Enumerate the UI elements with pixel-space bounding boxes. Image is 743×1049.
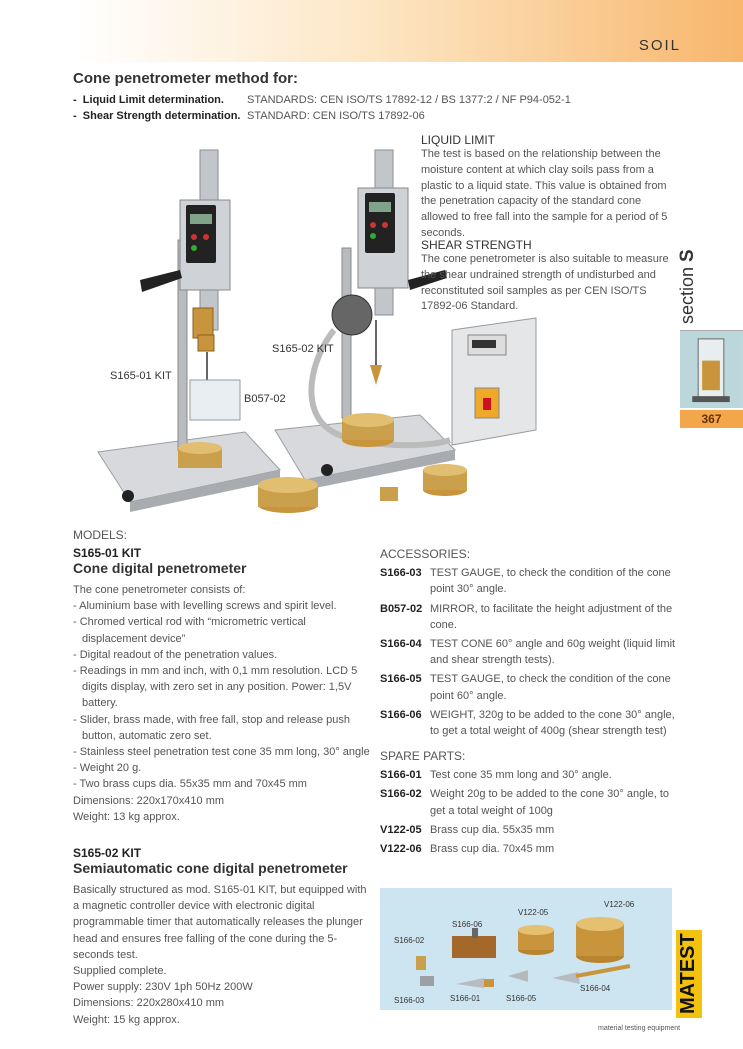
model1-item: - Readings in mm and inch, with 0,1 mm resolution. LCD 5 digits display, with zero set in any position. Power: 1,5V battery. <box>73 665 358 710</box>
model1-block <box>73 546 373 825</box>
spare-part-row <box>380 822 680 838</box>
spare-parts-label: SPARE PARTS: <box>380 749 466 763</box>
accessory-text: MIRROR, to facilitate the height adjustment of the cone. <box>430 602 673 631</box>
spare-part-row <box>380 841 680 857</box>
accessories-photo <box>380 888 672 1010</box>
accessory-text: TEST CONE 60° angle and 60g weight (liquid limit and shear strength tests). <box>430 638 676 667</box>
accessories-label: ACCESSORIES: <box>380 547 471 561</box>
model2-supplied: Supplied complete. <box>73 965 167 978</box>
part-label-s16603: S166-03 <box>394 996 425 1005</box>
accessory-code: S166-06 <box>380 708 422 721</box>
liquid-limit-text: The test is based on the relationship between the moisture content at which clay soils pass from a plastic to a liquid state. This value is obtained from the penetration capacity of the standard cone allowed to free fall into the sample for a period of 5 seconds. <box>421 148 668 239</box>
section-letter: S <box>677 249 698 262</box>
photo-label-s16502: S165-02 KIT <box>272 343 334 355</box>
spare-part-code: V122-05 <box>380 823 422 836</box>
liquid-limit-block <box>421 133 676 242</box>
standard-value: STANDARDS: CEN ISO/TS 17892-12 / BS 1377:2 / NF P94-052-1 <box>247 94 571 106</box>
model2-code: S165-02 KIT <box>73 846 142 860</box>
spare-part-row <box>380 767 680 783</box>
model1-title: Cone digital penetrometer <box>73 560 247 576</box>
accessory-code: S166-04 <box>380 638 422 651</box>
model1-code: S165-01 KIT <box>73 546 142 560</box>
liquid-limit-heading: LIQUID LIMIT <box>421 133 496 147</box>
model1-item: - Digital readout of the penetration values. <box>73 648 278 661</box>
accessory-row <box>380 671 680 703</box>
accessory-text: TEST GAUGE, to check the condition of the cone point 30° angle. <box>430 567 671 596</box>
shear-strength-heading: SHEAR STRENGTH <box>421 238 532 252</box>
part-label-v12205: V122-05 <box>518 908 549 917</box>
accessory-text: WEIGHT, 320g to be added to the cone 30° angle, to get a total weight of 400g (shear strength test) <box>430 708 675 738</box>
bullet: - <box>73 94 77 106</box>
spare-part-text: Weight 20g to be added to the cone 30° angle, to get a total weight of 100g <box>430 788 670 817</box>
section-word: section <box>677 266 697 324</box>
part-label-s16604: S166-04 <box>580 984 611 993</box>
model1-intro: The cone penetrometer consists of: <box>73 584 246 596</box>
model1-item: - Two brass cups dia. 55x35 mm and 70x45 mm <box>73 778 307 791</box>
model2-power: Power supply: 230V 1ph 50Hz 200W <box>73 981 253 994</box>
model2-block <box>73 846 373 1028</box>
accessory-row <box>380 707 680 739</box>
accessory-code: S166-03 <box>380 567 422 580</box>
spare-parts-block <box>380 748 680 860</box>
accessory-row <box>380 565 680 597</box>
section-thumbnail <box>680 330 743 408</box>
accessory-text: TEST GAUGE, to check the condition of the cone point 60° angle. <box>430 673 671 702</box>
spare-part-code: V122-06 <box>380 843 422 856</box>
section-tab <box>677 222 701 330</box>
model1-item: - Chromed vertical rod with “micrometric vertical displacement device” <box>73 616 306 645</box>
model2-dimensions: Dimensions: 220x280x410 mm <box>73 997 225 1010</box>
standard-value: STANDARD: CEN ISO/TS 17892-06 <box>247 110 425 122</box>
spare-part-code: S166-02 <box>380 788 422 801</box>
accessories-block <box>380 546 680 742</box>
section-title: SOIL <box>638 37 681 54</box>
accessory-row <box>380 636 680 668</box>
model2-text: Basically structured as mod. S165-01 KIT, but equipped with a magnetic controller device with electronic digital programmable timer that automatically releases the plunger head and ensures free falling of the cone during the 5-seconds test. <box>73 884 367 961</box>
photo-label-s16501: S165-01 KIT <box>110 370 172 382</box>
model2-title: Semiautomatic cone digital penetrometer <box>73 860 348 876</box>
shear-strength-text: The cone penetrometer is also suitable to measure the shear undrained strength of undisturbed and reconstituted soil samples as per CEN ISO/TS 17892-06 Standard. <box>421 253 669 313</box>
part-label-s16606: S166-06 <box>452 920 483 929</box>
part-label-v12206: V122-06 <box>604 900 635 909</box>
standard-name: Shear Strength determination. <box>82 110 241 122</box>
model1-item: - Aluminium base with levelling screws and spirit level. <box>73 600 337 613</box>
accessory-row <box>380 601 680 633</box>
models-label: MODELS: <box>73 528 128 542</box>
standard-row <box>73 94 571 106</box>
photo-label-b05702: B057-02 <box>244 393 286 405</box>
model1-item: - Slider, brass made, with free fall, stop and release push button, automatic zero set. <box>73 713 350 742</box>
shear-strength-block <box>421 238 676 315</box>
model1-dimensions: Dimensions: 220x170x410 mm <box>73 794 225 807</box>
svg-text:MATEST: MATEST <box>677 933 699 1014</box>
standard-name: Liquid Limit determination. <box>82 94 224 106</box>
model1-item: - Weight 20 g. <box>73 762 142 775</box>
footer-text: material testing equipment <box>598 1025 681 1032</box>
standard-row <box>73 110 425 122</box>
spare-part-row <box>380 786 680 818</box>
spare-part-text: Brass cup dia. 55x35 mm <box>430 823 555 836</box>
page-title: Cone penetrometer method for: <box>73 70 299 87</box>
model1-weight: Weight: 13 kg approx. <box>73 810 180 823</box>
accessory-code: B057-02 <box>380 602 423 615</box>
part-label-s16605: S166-05 <box>506 994 537 1003</box>
accessory-code: S166-05 <box>380 673 422 686</box>
part-label-s16602: S166-02 <box>394 936 425 945</box>
spare-part-text: Brass cup dia. 70x45 mm <box>430 843 555 856</box>
bullet: - <box>73 110 77 122</box>
model1-item: - Stainless steel penetration test cone 35 mm long, 30° angle <box>73 746 370 759</box>
part-label-s16601: S166-01 <box>450 994 481 1003</box>
matest-logo <box>674 930 704 1018</box>
page-number: 367 <box>680 410 743 428</box>
spare-part-code: S166-01 <box>380 769 422 782</box>
spare-part-text: Test cone 35 mm long and 30° angle. <box>430 769 612 782</box>
model2-weight: Weight: 15 kg approx. <box>73 1013 180 1026</box>
